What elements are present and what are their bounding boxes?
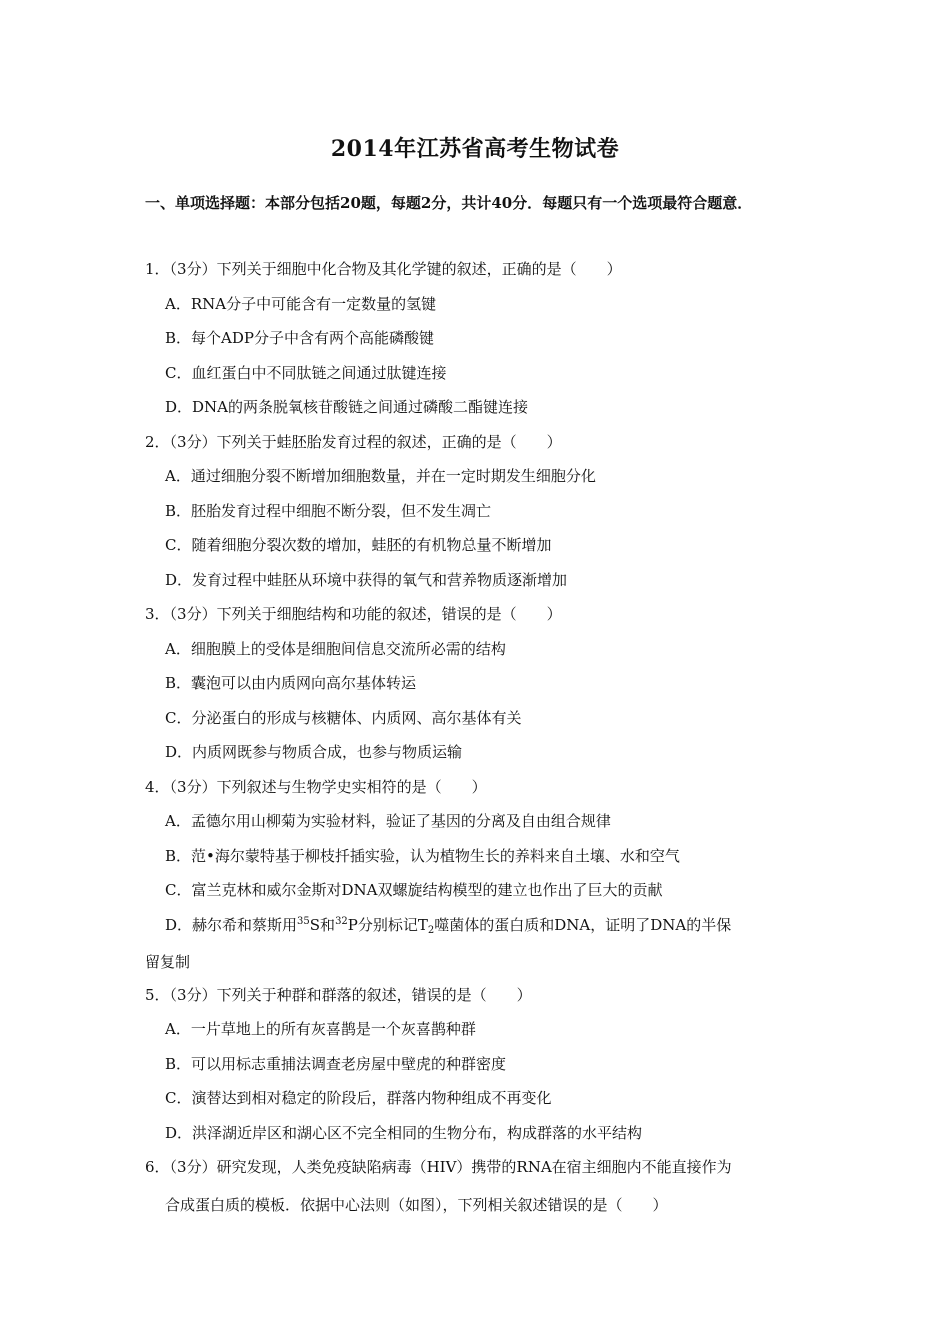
question-number: 6． — [145, 1158, 170, 1176]
question-5-stem — [145, 984, 532, 1006]
question-1-option-b: B．每个ADP分子中含有两个高能磷酸键 — [165, 329, 434, 347]
question-4-option-d: D．赫尔希和蔡斯用$^{35}$S和$^{32}$P分别标记$T_2$噬菌体的蛋白质和DNA，证明了DNA的半保 — [165, 916, 732, 936]
page-title: 2014年江苏省高考生物试卷 — [330, 136, 620, 162]
question-1-option-c: C．血红蛋白中不同肽链之间通过肽键连接 — [165, 364, 447, 382]
question-4-option-a: A．孟德尔用山柳菊为实验材料，验证了基因的分离及自由组合规律 — [165, 812, 611, 830]
question-number: 5． — [145, 986, 170, 1004]
question-text: （3分）下列叙述与生物学史实相符的是（ ） — [169, 778, 487, 796]
phage-subscript: 2 — [427, 925, 435, 936]
question-2-stem — [145, 431, 562, 453]
question-5-option-b: B．可以用标志重捕法调查老房屋中壁虎的种群密度 — [165, 1055, 507, 1073]
question-2-option-d: D．发育过程中蛙胚从环境中获得的氧气和营养物质逐渐增加 — [165, 571, 568, 589]
question-number: 1． — [145, 260, 170, 278]
question-2-option-b: B．胚胎发育过程中细胞不断分裂，但不发生凋亡 — [165, 502, 492, 520]
question-3-option-a: A．细胞膜上的受体是细胞间信息交流所必需的结构 — [165, 640, 506, 658]
question-3-option-c: C．分泌蛋白的形成与核糖体、内质网、高尔基体有关 — [165, 709, 522, 727]
question-4-stem — [145, 776, 487, 798]
question-text: （3分）下列关于细胞结构和功能的叙述，错误的是（ ） — [169, 605, 562, 623]
section-heading: 一、单项选择题：本部分包括20题，每题2分，共计40分．每题只有一个选项最符合题意． — [145, 194, 753, 212]
isotope-superscript: 32 — [335, 916, 348, 927]
question-number: 3． — [145, 605, 170, 623]
question-3-option-b: B．囊泡可以由内质网向高尔基体转运 — [165, 674, 417, 692]
question-3-stem — [145, 603, 562, 625]
question-4-option-d-continuation: 留复制 — [145, 953, 191, 971]
question-5-option-c: C．演替达到相对稳定的阶段后，群落内物种组成不再变化 — [165, 1089, 552, 1107]
question-6-stem — [145, 1156, 732, 1178]
question-2-option-a: A．通过细胞分裂不断增加细胞数量，并在一定时期发生细胞分化 — [165, 467, 596, 485]
question-6-stem-continuation: 合成蛋白质的模板．依据中心法则（如图），下列相关叙述错误的是（ ） — [165, 1196, 668, 1214]
question-text: （3分）下列关于细胞中化合物及其化学键的叙述，正确的是（ ） — [169, 260, 622, 278]
question-text: （3分）下列关于种群和群落的叙述，错误的是（ ） — [169, 986, 532, 1004]
question-2-option-c: C．随着细胞分裂次数的增加，蛙胚的有机物总量不断增加 — [165, 536, 552, 554]
question-4-option-b: B．范•海尔蒙特基于柳枝扦插实验，认为植物生长的养料来自土壤、水和空气 — [165, 847, 680, 865]
question-3-option-d: D．内质网既参与物质合成，也参与物质运输 — [165, 743, 463, 761]
question-5-option-a: A．一片草地上的所有灰喜鹊是一个灰喜鹊种群 — [165, 1020, 476, 1038]
question-number: 2． — [145, 433, 170, 451]
question-1-stem — [145, 258, 622, 280]
question-number: 4． — [145, 778, 170, 796]
question-1-option-d: D．DNA的两条脱氧核苷酸链之间通过磷酸二酯键连接 — [165, 398, 529, 416]
isotope-superscript: 35 — [297, 916, 310, 927]
question-5-option-d: D．洪泽湖近岸区和湖心区不完全相同的生物分布，构成群落的水平结构 — [165, 1124, 643, 1142]
question-text: （3分）下列关于蛙胚胎发育过程的叙述，正确的是（ ） — [169, 433, 562, 451]
question-1-option-a: A．RNA分子中可能含有一定数量的氢键 — [165, 295, 437, 313]
question-text: （3分）研究发现，人类免疫缺陷病毒（HIV）携带的RNA在宿主细胞内不能直接作为 — [169, 1158, 732, 1176]
question-4-option-c: C．富兰克林和威尔金斯对DNA双螺旋结构模型的建立也作出了巨大的贡献 — [165, 881, 663, 899]
